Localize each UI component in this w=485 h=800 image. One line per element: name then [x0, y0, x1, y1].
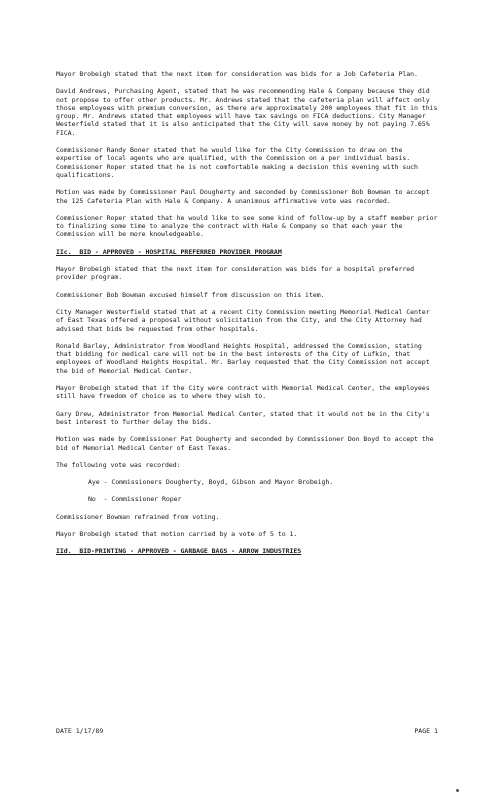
- vote-no: No - Commissioner Roper: [88, 495, 182, 504]
- paragraph-vote-recorded: The following vote was recorded:: [56, 460, 181, 469]
- page-footer: [56, 727, 438, 735]
- minutes-body: [56, 70, 442, 565]
- paragraph-hospital-motion: Motion was made by Commissioner Pat Dougherty and seconded by Commissioner Don Boyd to accept the bid of Memorial Medical Center of East Texas.: [56, 435, 438, 452]
- section-heading-hospital: IIc. BID - APPROVED - HOSPITAL PREFERRED PROVIDER PROGRAM: [56, 247, 282, 256]
- paragraph-purchasing: David Andrews, Purchasing Agent, stated that he was recommending Hale & Company because they did not propose to offer other products. Mr. Andrews stated that the cafeteria plan will affect only those employees with premium conversion, as there are approximately 200 employees that fit in this group. Mr. Andrews stated that employees will have tax savings on FICA deductions. City Manager Westerfield stated that it is also anticipated that the City will save money by not paying 7.65% FICA.: [56, 87, 442, 137]
- paragraph-mayor-contract: Mayor Brobeigh stated that if the City were contract with Memorial Medical Center, the employees still have freedom of choice as to where they wish to.: [56, 384, 434, 401]
- paragraph-motion: Motion was made by Commissioner Paul Dougherty and seconded by Commissioner Bob Bowman to accept the 125 Cafeteria Plan with Hale & Company. A unanimous affirmative vote was recorded.: [56, 188, 434, 205]
- scan-speck: [456, 789, 459, 792]
- paragraph-drew: Gary Drew, Administrator from Memorial Medical Center, stated that it would not be in the City's best interest to further delay the bids.: [56, 409, 434, 426]
- footer-date: DATE 1/17/89: [56, 727, 104, 735]
- vote-aye: Aye - Commissioners Dougherty, Boyd, Gibson and Mayor Brobeigh.: [88, 478, 334, 487]
- paragraph-motion-carried: Mayor Brobeigh stated that motion carried by a vote of 5 to 1.: [56, 529, 298, 538]
- paragraph-bowman-excused: Commissioner Bob Bowman excused himself from discussion on this item.: [56, 290, 325, 299]
- paragraph-boner: Commissioner Randy Boner stated that he would like for the City Commission to draw on the expertise of local agents who are qualified, with the Commission on a per individual basis. Commissioner Roper stated that he is not comfortable making a decision this evening with such qualifications.: [56, 146, 422, 179]
- section-heading-garbage-bags: IId. BID-PRINTING - APPROVED - GARBAGE BAGS - ARROW INDUSTRIES: [56, 547, 302, 556]
- paragraph-roper: Commissioner Roper stated that he would like to see some kind of follow-up by a staff member prior to finalizing some time to analyze the contract with Hale & Company so that each year the Commission will be more knowledgeable.: [56, 213, 442, 239]
- paragraph-barley: Ronald Barley, Administrator from Woodland Heights Hospital, addressed the Commission, stating that bidding for medical care will not be in the best interests of the City of Lufkin, that employees of Woodland Heights Hospital. Mr. Barley requested that the City Commission not accept the bid of Memorial Medical Center.: [56, 341, 434, 375]
- footer-page-number: PAGE 1: [414, 727, 438, 735]
- paragraph-hospital-intro: Mayor Brobeigh stated that the next item for consideration was bids for a hospital preferred provider program.: [56, 265, 418, 282]
- paragraph-intro: Mayor Brobeigh stated that the next item for consideration was bids for a Job Cafeteria Plan.: [56, 70, 418, 78]
- paragraph-city-manager: City Manager Westerfield stated that at a recent City Commission meeting Memorial Medical Center of East Texas offered a proposal without solicitation from the City, and the City Attorney had advised that bids be requested from other hospitals.: [56, 307, 434, 333]
- paragraph-refrained: Commissioner Bowman refrained from voting.: [56, 512, 220, 521]
